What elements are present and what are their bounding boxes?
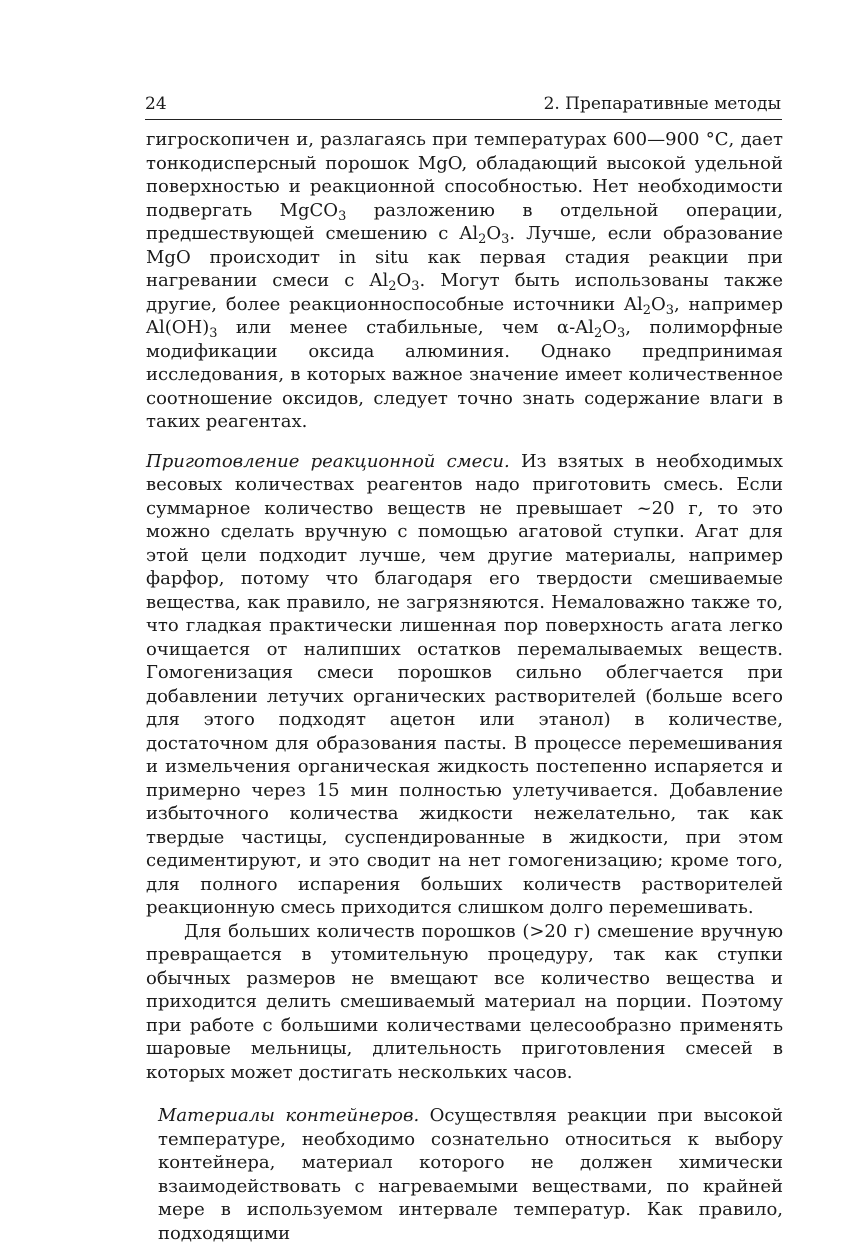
paragraph-text: Осуществляя реакции при высокой температуре, необходимо сознательно относиться к выбору контейнера, материал которого не должен химически взаимодействовать с нагреваемыми веществами, по крайней мере в используемом интервале температур. Как правило, подходящими bbox=[158, 1105, 783, 1244]
paragraph-reaction-mixture bbox=[146, 450, 783, 920]
paragraph-large-quantities bbox=[146, 920, 783, 1085]
subscript: 2 bbox=[478, 231, 487, 247]
chapter-title: 2. Препаративные методы bbox=[543, 94, 781, 114]
subscript: 3 bbox=[338, 208, 347, 224]
text-run: . Могут быть использованы также другие, более реакционноспособные источники Al bbox=[146, 270, 783, 315]
text-run: , полиморфные модификации оксида алюминия. Однако предпринимая исследования, в которых важное значение имеет количественное соотношение оксидов, следует точно знать содержание влаги в таких реагентах. bbox=[146, 317, 784, 432]
subscript: 3 bbox=[616, 325, 626, 341]
subscript: 2 bbox=[593, 325, 603, 341]
header-rule bbox=[145, 119, 782, 120]
text-run: или менее стабильные, чем α-Al bbox=[217, 317, 594, 338]
paragraph-container-materials bbox=[146, 1104, 783, 1245]
subscript: 3 bbox=[665, 302, 674, 318]
text-run: разложению в отдельной операции, предшествующей смешению с Al bbox=[146, 199, 783, 244]
body-text bbox=[146, 128, 783, 1245]
paragraph-text: Для больших количеств порошков (>20 г) смешение вручную превращается в утомительную процедуру, так как ступки обычных размеров не вмещают все количество вещества и приходится делить смешиваемый материал на порции. Поэтому при работе с большими количествами целесообразно применять шаровые мельницы, длительность приготовления смесей в которых может достигать нескольких часов. bbox=[146, 920, 783, 1083]
text-run: O bbox=[396, 270, 412, 291]
paragraph-continued bbox=[146, 128, 783, 434]
text-run: O bbox=[650, 293, 666, 315]
text-run: O bbox=[602, 317, 617, 338]
paragraph-text: Из взятых в необходимых весовых количествах реагентов надо приготовить смесь. Если суммарное количество веществ не превышает ~20 г, то это можно сделать вручную с помощью агатовой ступки. Агат для этой цели подходит лучше, чем другие материалы, например фарфор, потому что благодаря его твердости смешиваемые вещества, как правило, не загрязняются. Немаловажно также то, что гладкая практически лишенная пор поверхность агата легко очищается от налипших остатков перемалываемых веществ. Гомогенизация смеси порошков сильно облегчается при добавлении летучих органических растворителей (больше всего для этого подходят ацетон или этанол) в количестве, достаточном для образования пасты. В процессе перемешивания и измельчения органическая жидкость постепенно испаряется и примерно через 15 мин полностью улетучивается. Добавление избыточного количества жидкости нежелательно, так как твердые частицы, суспендированные в жидкости, при этом седиментируют, и это сводит на нет гомогенизацию; кроме того, для полного испарения больших количеств растворителей реакционную смесь приходится слишком долго перемешивать. bbox=[146, 450, 783, 918]
page-number: 24 bbox=[145, 94, 167, 114]
section-heading: Приготовление реакционной смеси. bbox=[146, 450, 510, 472]
text-run: O bbox=[486, 223, 502, 244]
subscript: 2 bbox=[388, 278, 397, 294]
text-run: , например Al(OH) bbox=[146, 293, 783, 338]
subscript: 3 bbox=[411, 278, 420, 294]
subscript: 3 bbox=[501, 231, 510, 247]
section-heading: Материалы контейнеров. bbox=[158, 1105, 420, 1126]
text-run: гигроскопичен и, разлагаясь при температурах 600—900 °С, дает тонкодисперсный порошок MgO, обладающий высокой удельной поверхностью и реакционной способностью. Нет необходимости подвергать MgCO bbox=[146, 129, 783, 221]
subscript: 3 bbox=[209, 325, 218, 341]
subscript: 2 bbox=[642, 302, 651, 318]
text-run: . Лучше, если образование MgO происходит in situ как первая стадия реакции при нагревании смеси с Al bbox=[146, 223, 783, 291]
